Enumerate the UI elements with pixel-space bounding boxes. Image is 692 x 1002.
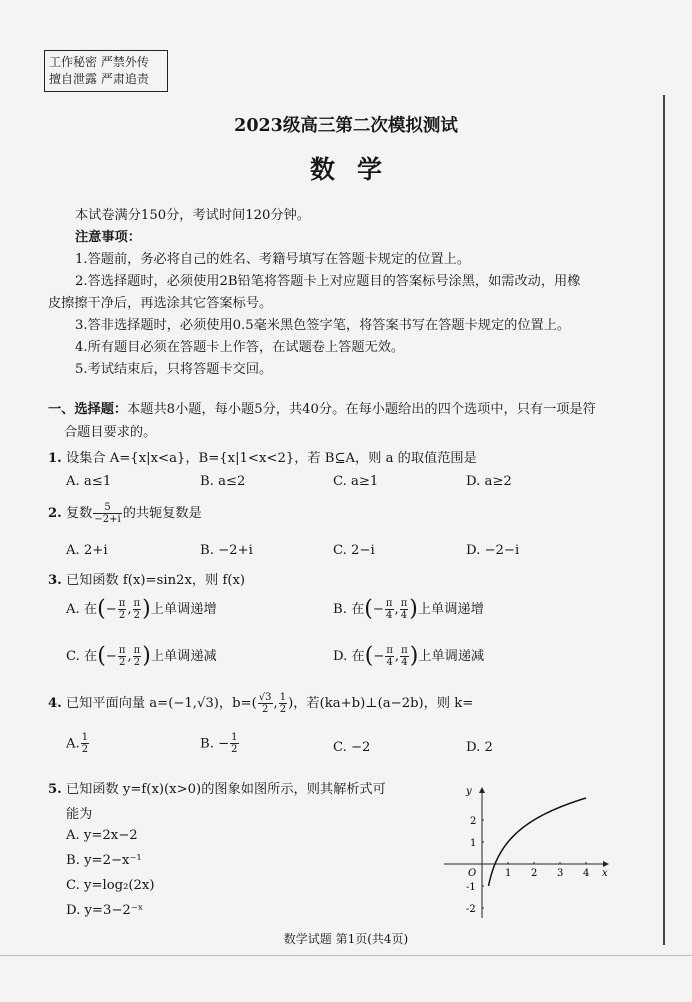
- q5-stem: [48, 778, 386, 797]
- notes-heading: 注意事项：: [75, 230, 141, 245]
- note-4: 4.所有题目必须在答题卡上作答，在试题卷上答题无效。: [75, 340, 405, 355]
- section1-intro: [48, 398, 596, 417]
- q3c-tail: 上单调递减: [150, 649, 217, 664]
- q1-option-b: B. a≤2: [200, 474, 246, 489]
- q3a-d2: 2: [133, 609, 141, 621]
- note-3: 3.答非选择题时，必须使用0.5毫米黑色签字笔，将答案书写在答题卡规定的位置上。: [75, 318, 571, 333]
- q4b-n: 1: [231, 732, 238, 743]
- q3c-n2: π: [133, 644, 141, 656]
- q3d-label: D. 在: [333, 649, 365, 664]
- q3a-n2: π: [133, 597, 141, 609]
- note-1: 1.答题前，务必将自己的姓名、考籍号填写在答题卡规定的位置上。: [75, 252, 471, 267]
- margin-rule: [663, 95, 665, 945]
- q3-number: 3.: [48, 573, 62, 588]
- q3a-d1: 2: [118, 609, 126, 621]
- q4-bn2: 1: [279, 691, 287, 703]
- subject-title: 数学: [309, 155, 404, 184]
- confidential-line-1: 工作秘密 严禁外传: [49, 55, 149, 69]
- q3b-tail: 上单调递增: [417, 602, 484, 617]
- section1-line2: 合题目要求的。: [64, 425, 157, 440]
- q5-option-b: B. y=2−x⁻¹: [66, 853, 142, 868]
- q2-pre: 复数: [65, 506, 93, 521]
- x-tick-label-4: 4: [583, 868, 590, 879]
- q5-line1: 已知函数 y=f(x)(x>0)的图象如图所示，则其解析式可: [65, 782, 386, 797]
- q1-stem: [48, 447, 477, 466]
- q3-stem: [48, 569, 245, 588]
- y-tick-label-1: 1: [470, 838, 477, 849]
- q2-post: 的共轭复数是: [122, 506, 202, 521]
- q1-text: 设集合 A={x|x<a}，B={x|1<x<2}，若 B⊆A，则 a 的取值范围是: [65, 451, 477, 466]
- q1-option-a: A. a≤1: [66, 474, 112, 489]
- exam-title: 2023级高三第二次模拟测试: [234, 116, 458, 136]
- q4a-label: A.: [66, 736, 80, 752]
- q3b-d1: 4: [386, 609, 393, 621]
- y-tick-label--2: -2: [466, 904, 476, 915]
- q3d-tail: 上单调递减: [418, 649, 485, 664]
- q5-function-graph: [438, 780, 614, 922]
- q2-stem: [48, 502, 202, 525]
- q5-line2: 能为: [66, 807, 93, 822]
- q2-fraction: [93, 503, 121, 525]
- q3c-label: C. 在: [66, 649, 98, 664]
- q3d-n1: π: [386, 644, 393, 656]
- note-2-cont: 皮擦擦干净后，再选涂其它答案标号。: [48, 296, 273, 311]
- q4-bn1: √3: [258, 691, 272, 703]
- section1-heading: 一、选择题：: [48, 402, 128, 417]
- y-tick-label--1: -1: [466, 882, 476, 893]
- q3b-n1: π: [385, 597, 393, 609]
- x-tick-label-3: 3: [557, 868, 564, 879]
- confidential-line-2: 擅自泄露 严肃追责: [49, 72, 149, 86]
- q4-pre: 已知平面向量 a=(−1,√3)，b=(: [65, 696, 257, 711]
- q2-frac-num: 5: [104, 501, 111, 513]
- y-ticks: [466, 816, 484, 915]
- q5-option-d: D. y=3−2⁻ˣ: [66, 903, 144, 918]
- note-2: 2.答选择题时，必须使用2B铅笔将答题卡上对应题目的答案标号涂黑，如需改动，用橡: [75, 274, 581, 289]
- q3-option-b: B. 在(− $\frac{\pi}{4}$ , $\frac{\pi}{4}$ )上单调递增: [333, 596, 484, 622]
- q3b-label: B. 在: [333, 602, 365, 617]
- q3b-n2: π: [400, 597, 408, 609]
- confidential-notice: [44, 50, 168, 92]
- x-ticks: [505, 862, 589, 879]
- q4-bd1: 2: [258, 703, 273, 715]
- q3d-d2: 4: [401, 656, 408, 668]
- q1-option-d: D. a≥2: [466, 474, 512, 489]
- q5-option-c: C. y=log₂(2x): [66, 878, 155, 893]
- q3-option-d: D. 在(− $\frac{\pi}{4}$ , $\frac{\pi}{4}$ )上单调递减: [333, 643, 485, 669]
- intro-text: 本试卷满分150分，考试时间120分钟。: [75, 208, 310, 223]
- q4-stem: 4. 已知平面向量 a=(−1,√3)，b=( $\frac{√3}{2}$ , $\frac{1}{2}$ )，若(ka+b)⊥(a−2b)，则 k=: [48, 691, 474, 715]
- x-tick-label-1: 1: [505, 868, 512, 879]
- origin-label: O: [468, 868, 477, 879]
- q3d-n2: π: [401, 644, 408, 656]
- q3c-d2: 2: [133, 656, 141, 668]
- q1-number: 1.: [48, 451, 62, 466]
- q5-option-a: A. y=2x−2: [66, 828, 138, 843]
- q3c-d1: 2: [118, 656, 126, 668]
- q2-option-a: A. 2+i: [66, 543, 108, 558]
- q5-number: 5.: [48, 782, 62, 797]
- q1-option-c: C. a≥1: [333, 474, 379, 489]
- q2-number: 2.: [48, 506, 62, 521]
- q2-frac-den: −2+i: [94, 513, 121, 525]
- page-footer: 数学试题 第1页(共4页): [283, 932, 409, 946]
- section1-line1: 本题共8小题，每小题5分，共40分。在每小题给出的四个选项中，只有一项是符: [127, 402, 596, 417]
- q2-option-b: B. −2+i: [200, 543, 253, 558]
- q4-option-d: D. 2: [466, 740, 493, 755]
- y-axis-label: y: [466, 786, 472, 797]
- x-tick-label-2: 2: [531, 868, 538, 879]
- q2-option-c: C. 2−i: [333, 543, 375, 558]
- y-tick-label-2: 2: [470, 816, 477, 827]
- q3a-label: A. 在: [66, 602, 98, 617]
- q3-text: 已知函数 f(x)=sin2x，则 f(x): [65, 573, 246, 588]
- q3a-n1: π: [118, 597, 126, 609]
- x-axis-label: x: [602, 868, 608, 879]
- q4-option-a: [66, 733, 90, 755]
- q3a-tail: 上单调递增: [150, 602, 217, 617]
- q2-option-d: D. −2−i: [466, 543, 520, 558]
- note-5: 5.考试结束后，只将答题卡交回。: [75, 362, 273, 377]
- q4-option-c: C. −2: [333, 740, 371, 755]
- q3c-n1: π: [118, 644, 126, 656]
- q4b-d: 2: [231, 744, 238, 755]
- q4a-n: 1: [81, 732, 89, 743]
- q4-number: 4.: [48, 696, 62, 711]
- q4-option-b: [200, 733, 240, 755]
- q3b-d2: 4: [400, 609, 408, 621]
- fold-line: [0, 955, 692, 956]
- q3-option-c: C. 在(− $\frac{\pi}{2}$ , $\frac{\pi}{2}$ )上单调递减: [66, 643, 217, 669]
- q3d-d1: 4: [386, 656, 393, 668]
- q4-bd2: 2: [279, 703, 287, 715]
- q4-post: )，若(ka+b)⊥(a−2b)，则 k=: [288, 696, 474, 711]
- q3-option-a: A. 在(− $\frac{\pi}{2}$ , $\frac{\pi}{2}$ )上单调递增: [66, 596, 217, 622]
- q4b-label: B. −: [200, 736, 230, 752]
- q4a-d: 2: [81, 744, 89, 755]
